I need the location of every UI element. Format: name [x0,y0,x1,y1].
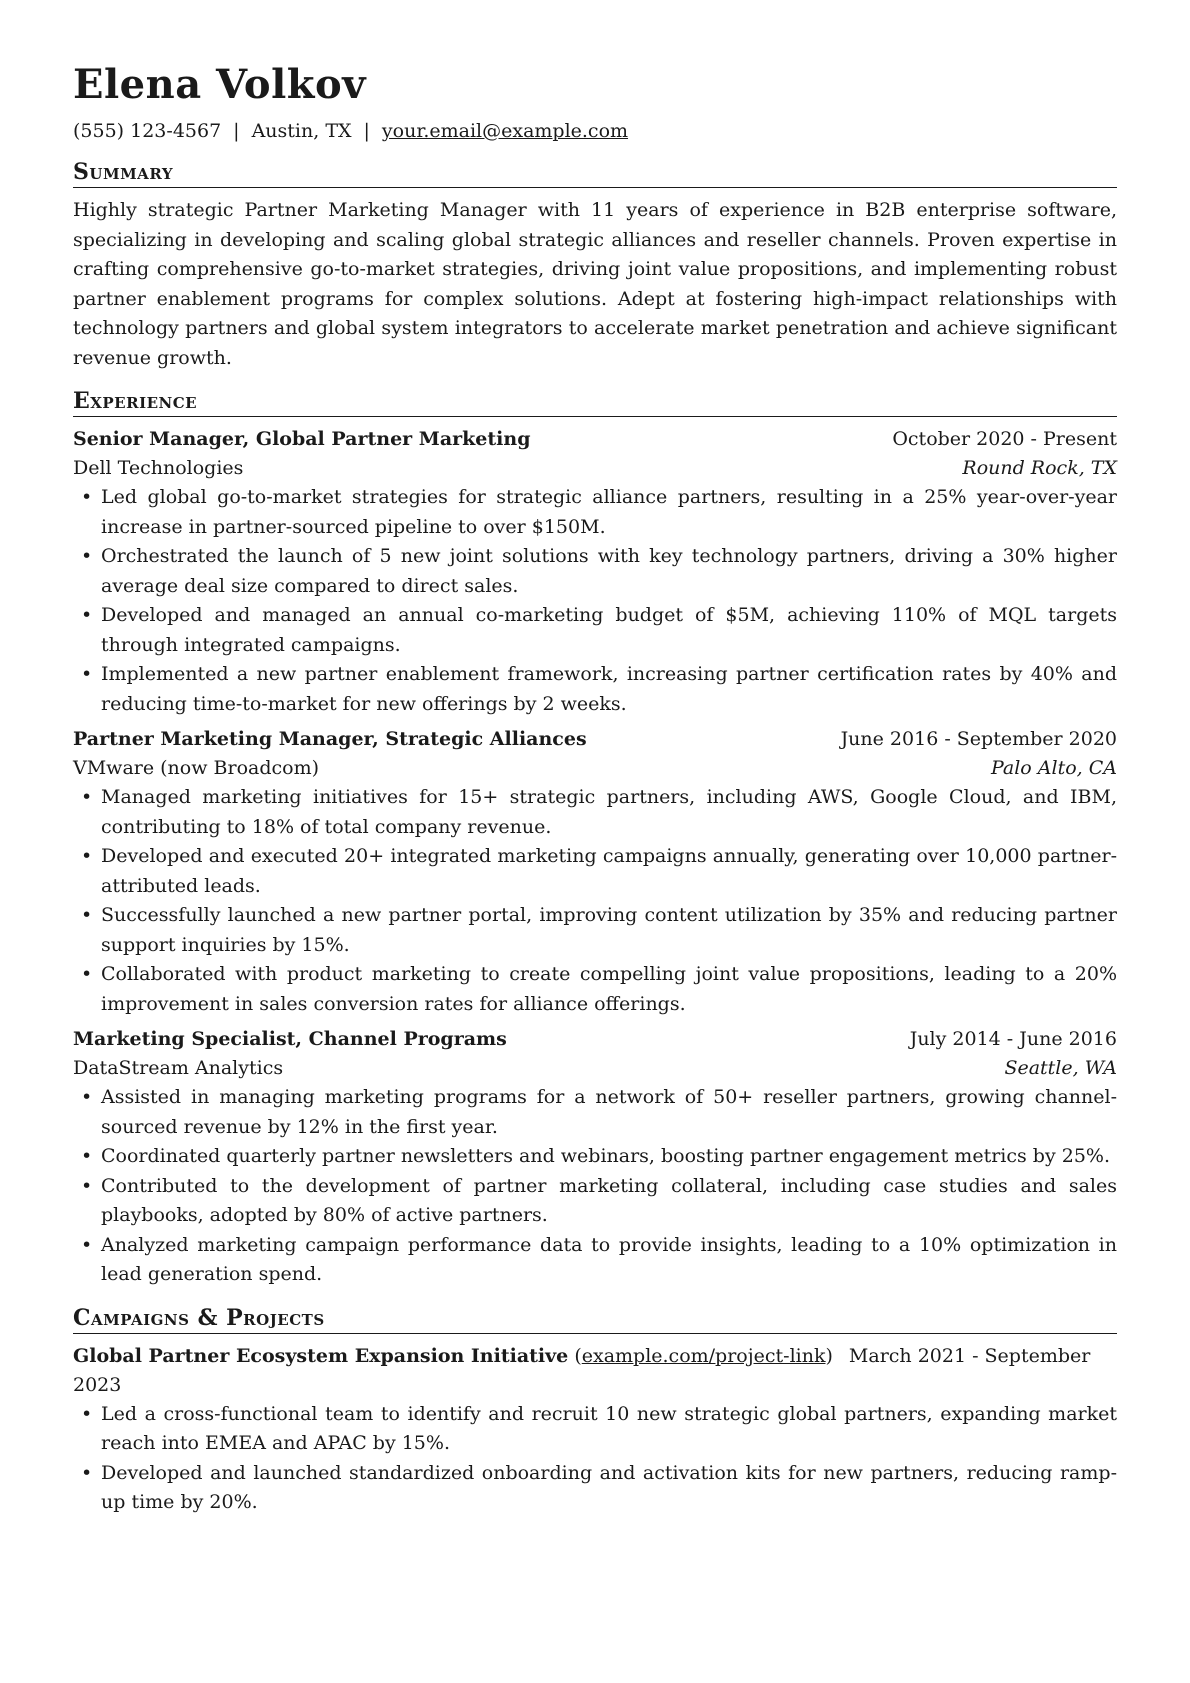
bullet-icon: • [81,904,93,926]
bullet-icon: • [81,963,93,985]
bullet-item [73,483,1117,542]
job-location: Round Rock, TX [962,457,1117,479]
company-name: VMware (now Broadcom) [73,757,320,779]
job-dates: October 2020 - Present [892,428,1117,450]
bullet-text: Led a cross-functional team to identify and recruit 10 new strategic global partners, expanding market reach into EMEA and APAC by 15%. [101,1402,1117,1454]
contact-line [73,118,1117,144]
bullet-item [73,783,1117,842]
bullet-text: Contributed to the development of partner marketing collateral, including case studies and sales playbooks, adopted by 80% of active partners. [101,1174,1117,1226]
summary-text: Highly strategic Partner Marketing Manager with 11 years of experience in B2B enterprise software, specializing in developing and scaling global strategic alliances and reseller channels. Proven expertise in crafting comprehensive go-to-market strategies, driving joint value propositions, and implementing robust partner enablement programs for complex solutions. Adept at fostering high-impact relationships with technology partners and global system integrators to accelerate market penetration and achieve significant revenue growth. [73,199,1117,369]
bullet-text: Coordinated quarterly partner newsletters and webinars, boosting partner engagement metrics by 25%. [101,1145,1111,1167]
company-name: Dell Technologies [73,457,244,479]
bullet-item [73,542,1117,601]
job-entry [73,725,1117,1019]
bullet-text: Orchestrated the launch of 5 new joint solutions with key technology partners, driving a 30% higher average deal size compared to direct sales. [101,545,1117,597]
job-location: Seattle, WA [1004,1057,1117,1079]
project-bullets [73,1400,1117,1518]
projects-section [73,1304,1117,1518]
section-title-projects: Campaigns & Projects [73,1304,1117,1334]
job-title: Partner Marketing Manager, Strategic Alliances [73,728,587,750]
bullet-item [73,842,1117,901]
phone-number: (555) 123-4567 [73,120,222,142]
bullet-item [73,660,1117,719]
project-dates: March 2021 - September 2023 [73,1344,1091,1396]
bullet-icon: • [81,1174,93,1197]
bullet-item [73,901,1117,960]
job-subheader [73,454,1117,483]
job-title: Senior Manager, Global Partner Marketing [73,428,531,450]
bullet-text: Managed marketing initiatives for 15+ strategic partners, including AWS, Google Cloud, and IBM, contributing to 18% of total company revenue. [101,786,1117,838]
bullet-text: Assisted in managing marketing programs for a network of 50+ reseller partners, growing channel-sourced revenue by 12% in the first year. [101,1086,1117,1138]
job-bullets [73,1083,1117,1290]
bullet-item [73,1142,1117,1172]
experience-section [73,387,1117,1290]
summary-section [73,158,1117,373]
job-header [73,425,1117,454]
job-subheader [73,1054,1117,1083]
bullet-item [73,1231,1117,1290]
project-entry [73,1342,1117,1518]
bullet-text: Successfully launched a new partner portal, improving content utilization by 35% and reducing partner support inquiries by 15%. [101,904,1117,956]
project-title: Global Partner Ecosystem Expansion Initiative [73,1344,569,1367]
job-dates: July 2014 - June 2016 [909,1028,1117,1050]
job-bullets [73,483,1117,719]
bullet-item [73,1400,1117,1459]
job-dates: June 2016 - September 2020 [840,728,1117,750]
job-title: Marketing Specialist, Channel Programs [73,1028,507,1050]
separator: | [363,120,370,142]
bullet-icon: • [81,604,93,626]
bullet-icon: • [81,1402,93,1425]
section-title-summary: Summary [73,158,1117,188]
job-subheader [73,754,1117,783]
email-link[interactable]: your.email@example.com [381,120,629,142]
job-header [73,725,1117,754]
bullet-text: Analyzed marketing campaign performance data to provide insights, leading to a 10% optimization in lead generation spend. [101,1233,1117,1285]
bullet-item [73,960,1117,1019]
bullet-item [73,1459,1117,1518]
company-name: DataStream Analytics [73,1057,284,1079]
bullet-icon: • [81,786,93,808]
bullet-item [73,1083,1117,1142]
job-header [73,1025,1117,1054]
section-title-experience: Experience [73,387,1117,417]
bullet-text: Led global go-to-market strategies for strategic alliance partners, resulting in a 25% year-over-year increase in partner-sourced pipeline to over $150M. [101,486,1117,538]
job-entry [73,1025,1117,1290]
bullet-text: Developed and managed an annual co-marketing budget of $5M, achieving 110% of MQL targets through integrated campaigns. [101,604,1117,656]
bullet-icon: • [81,1145,93,1167]
project-header: Global Partner Ecosystem Expansion Initiative (example.com/project-link) March 2021 - September 2023 [73,1344,1091,1396]
bullet-icon: • [81,845,93,867]
job-bullets [73,783,1117,1019]
bullet-icon: • [81,545,93,567]
job-entry [73,425,1117,719]
bullet-icon: • [81,663,93,685]
bullet-text: Developed and launched standardized onboarding and activation kits for new partners, reducing ramp-up time by 20%. [101,1461,1117,1513]
project-link[interactable]: example.com/project-link [581,1344,826,1367]
job-location: Palo Alto, CA [990,757,1117,779]
bullet-icon: • [81,1233,93,1256]
bullet-item [73,601,1117,660]
location: Austin, TX [251,120,352,142]
bullet-text: Collaborated with product marketing to create compelling joint value propositions, leading to a 20% improvement in sales conversion rates for alliance offerings. [101,963,1117,1015]
candidate-name: Elena Volkov [73,61,366,108]
bullet-icon: • [81,486,93,508]
separator: | [233,120,240,142]
bullet-item [73,1172,1117,1231]
bullet-text: Developed and executed 20+ integrated marketing campaigns annually, generating over 10,000 partner-attributed leads. [101,845,1117,897]
bullet-text: Implemented a new partner enablement framework, increasing partner certification rates by 40% and reducing time-to-market for new offerings by 2 weeks. [101,663,1117,715]
bullet-icon: • [81,1461,93,1484]
bullet-icon: • [81,1086,93,1108]
